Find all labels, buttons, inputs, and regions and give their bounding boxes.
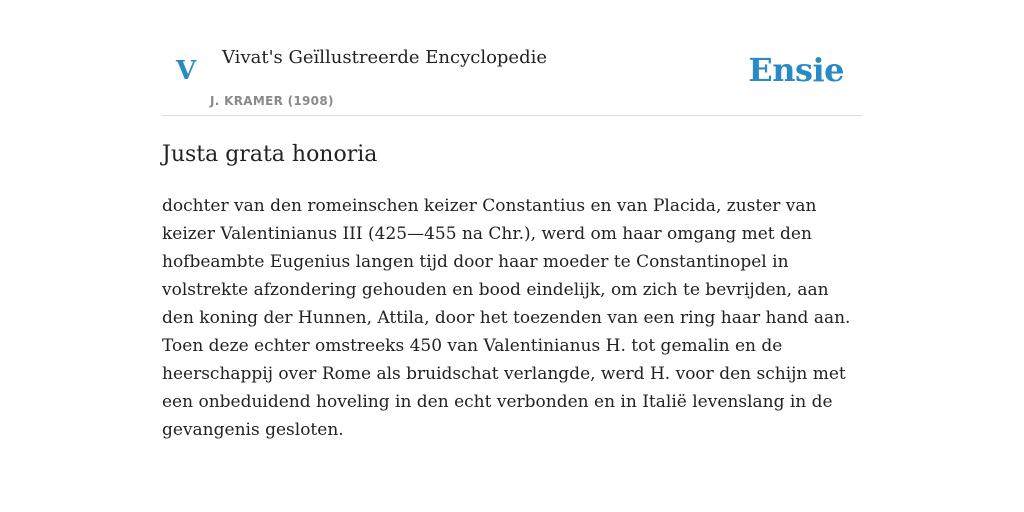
ensie-brand-logo[interactable]: Ensie [748, 51, 844, 89]
book-logo-icon[interactable]: V [176, 56, 197, 86]
entry-title: Justa grata honoria [162, 142, 378, 167]
book-title-link[interactable]: Vivat's Geïllustreerde Encyclopedie [222, 47, 548, 68]
book-header [162, 40, 862, 116]
book-author: J. KRAMER (1908) [210, 94, 334, 108]
entry-body: dochter van den romeinschen keizer Constantius en van Placida, zuster van keizer Valentinianus III (425—455 na Chr.), werd om haar omgang met den hofbeambte Eugenius langen tijd door haar moeder te Constantinopel in volstrekte afzondering gehouden en bood eindelijk, om zich te bevrijden, aan den koning der Hunnen, Attila, door het toezenden van een ring haar hand aan. Toen deze echter omstreeks 450 van Valentinianus H. tot gemalin en de heerschappij over Rome als bruidschat verlangde, werd H. voor den schijn met een onbeduidend hoveling in den echt verbonden en in Italië levenslang in de gevangenis gesloten. [162, 196, 851, 440]
